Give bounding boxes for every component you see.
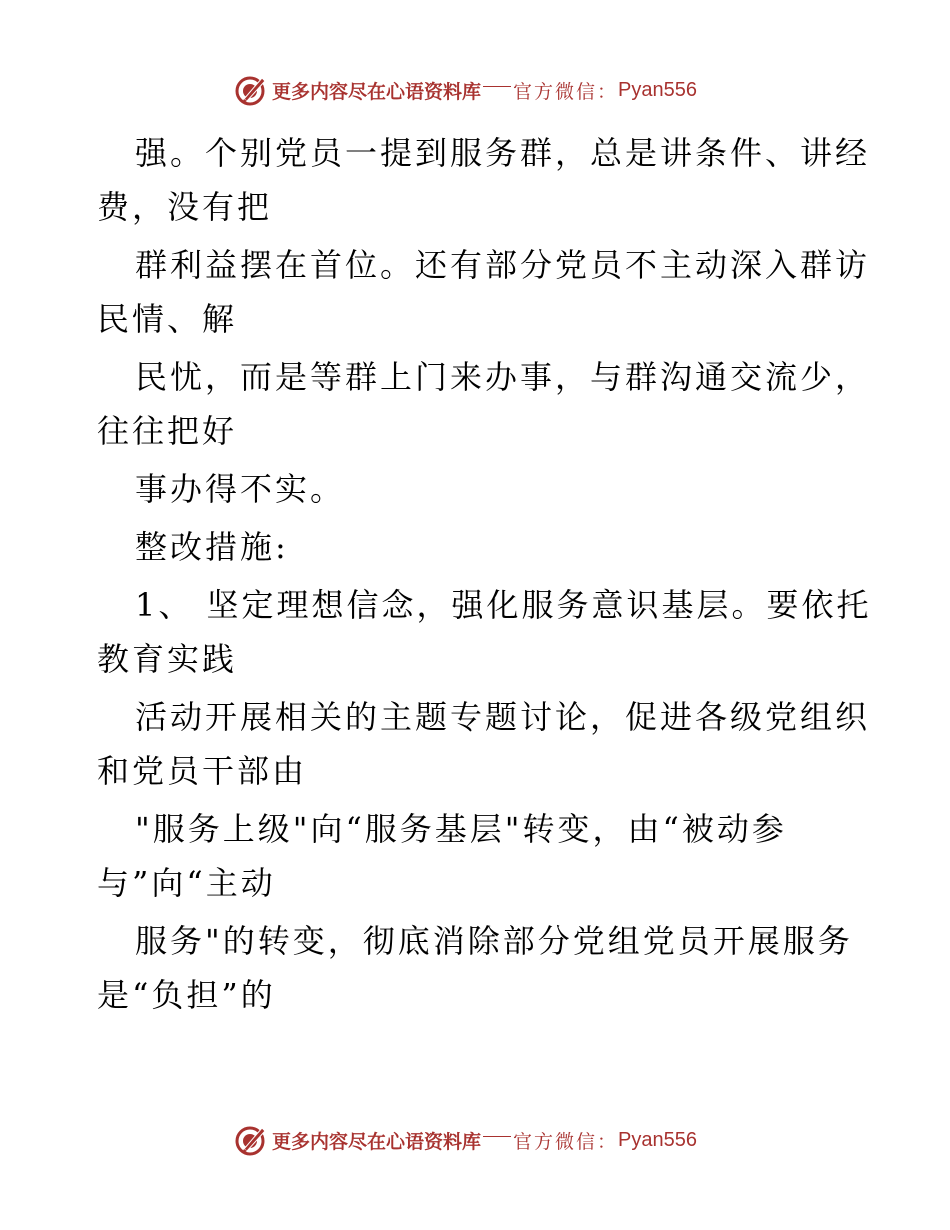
text-line: "服务上级"向“服务基层"转变，由“被动参 xyxy=(135,810,787,848)
text-line: 强。个别党员一提到服务群，总是讲条件、讲经 xyxy=(135,134,871,172)
pen-logo-icon xyxy=(232,72,268,108)
banner-separator xyxy=(483,86,511,87)
text-line: 和党员干部由 xyxy=(97,752,308,790)
header-banner xyxy=(232,70,752,110)
banner-sub-text: 官方微信： xyxy=(513,1130,619,1153)
banner-wechat-id: Pyan556 xyxy=(618,1128,697,1151)
text-line: 服务"的转变，彻底消除部分党组党员开展服务 xyxy=(135,922,853,960)
banner-wechat-id: Pyan556 xyxy=(618,78,697,101)
banner-separator xyxy=(483,1136,511,1137)
text-line: 民情、解 xyxy=(97,300,238,338)
document-body xyxy=(97,124,872,1024)
footer-banner xyxy=(232,1120,752,1160)
text-line: 是“负担”的 xyxy=(97,976,276,1014)
text-line: 往往把好 xyxy=(97,412,238,450)
banner-main-text: 更多内容尽在心语资料库 xyxy=(272,1130,482,1153)
text-line: 费，没有把 xyxy=(97,188,273,226)
text-line: 教育实践 xyxy=(97,640,238,678)
pen-logo-icon xyxy=(232,1122,268,1158)
text-line: 整改措施: xyxy=(135,528,289,566)
text-line: 活动开展相关的主题专题讨论，促进各级党组织 xyxy=(135,698,871,736)
text-line: 事办得不实。 xyxy=(135,470,346,508)
text-line: 群利益摆在首位。还有部分党员不主动深入群访 xyxy=(135,246,871,284)
banner-sub-text: 官方微信： xyxy=(513,80,619,103)
banner-main-text: 更多内容尽在心语资料库 xyxy=(272,80,482,103)
text-line: 民忧，而是等群上门来办事，与群沟通交流少， xyxy=(135,358,871,396)
text-line: 与”向“主动 xyxy=(97,864,276,902)
text-line: 1、 坚定理想信念，强化服务意识基层。要依托 xyxy=(135,586,872,624)
